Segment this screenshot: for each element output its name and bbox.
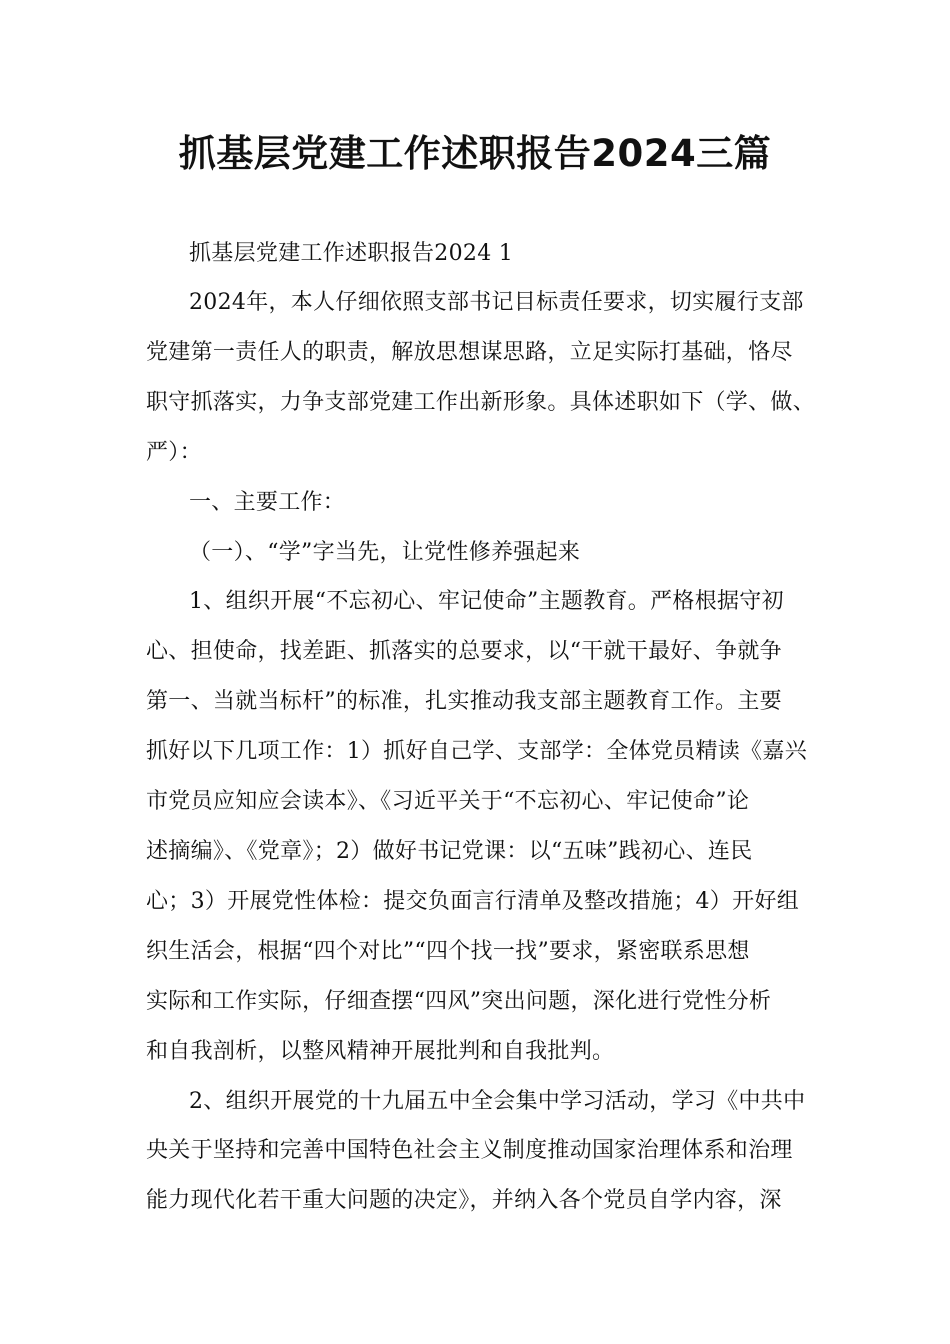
paragraph-line: 2024年，本人仔细依照支部书记目标责任要求，切实履行支部 — [189, 290, 804, 315]
paragraph-line: 抓好以下几项工作：1）抓好自己学、支部学：全体党员精读《嘉兴 — [146, 739, 807, 764]
paragraph-line: 市党员应知应会读本》、《习近平关于“不忘初心、牢记使命”论 — [146, 789, 750, 814]
paragraph-line: 第一、当就当标杆”的标准，扎实推动我支部主题教育工作。主要 — [146, 689, 782, 714]
paragraph-line: 党建第一责任人的职责，解放思想谋思路，立足实际打基础，恪尽 — [146, 340, 793, 365]
paragraph-line: 1、组织开展“不忘初心、牢记使命”主题教育。严格根据守初 — [189, 589, 784, 614]
section-heading: 抓基层党建工作述职报告2024 1 — [189, 241, 514, 266]
paragraph-line: 能力现代化若干重大问题的决定》，并纳入各个党员自学内容，深 — [146, 1188, 782, 1213]
section-heading: 一、主要工作： — [189, 490, 346, 515]
paragraph-line: 2、组织开展党的十九届五中全会集中学习活动，学习《中共中 — [189, 1089, 806, 1114]
paragraph-line: 央关于坚持和完善中国特色社会主义制度推动国家治理体系和治理 — [146, 1138, 793, 1163]
paragraph-line: 织生活会，根据“四个对比”“四个找一找”要求，紧密联系思想 — [146, 939, 750, 964]
paragraph-line: 严）： — [146, 440, 202, 465]
paragraph-line: 心、担使命，找差距、抓落实的总要求，以“干就干最好、争就争 — [146, 639, 782, 664]
document-title: 抓基层党建工作述职报告2024三篇 — [178, 132, 772, 175]
subsection-heading: （一）、“学”字当先，让党性修养强起来 — [189, 540, 581, 565]
paragraph-line: 心；3）开展党性体检：提交负面言行清单及整改措施；4）开好组 — [146, 889, 799, 914]
paragraph-line: 和自我剖析，以整风精神开展批判和自我批判。 — [146, 1039, 615, 1064]
paragraph-line: 实际和工作实际，仔细查摆“四风”突出问题，深化进行党性分析 — [146, 989, 772, 1014]
paragraph-line: 职守抓落实，力争支部党建工作出新形象。具体述职如下（学、做、 — [146, 390, 816, 415]
paragraph-line: 述摘编》、《党章》；2）做好书记党课：以“五味”践初心、连民 — [146, 839, 753, 864]
